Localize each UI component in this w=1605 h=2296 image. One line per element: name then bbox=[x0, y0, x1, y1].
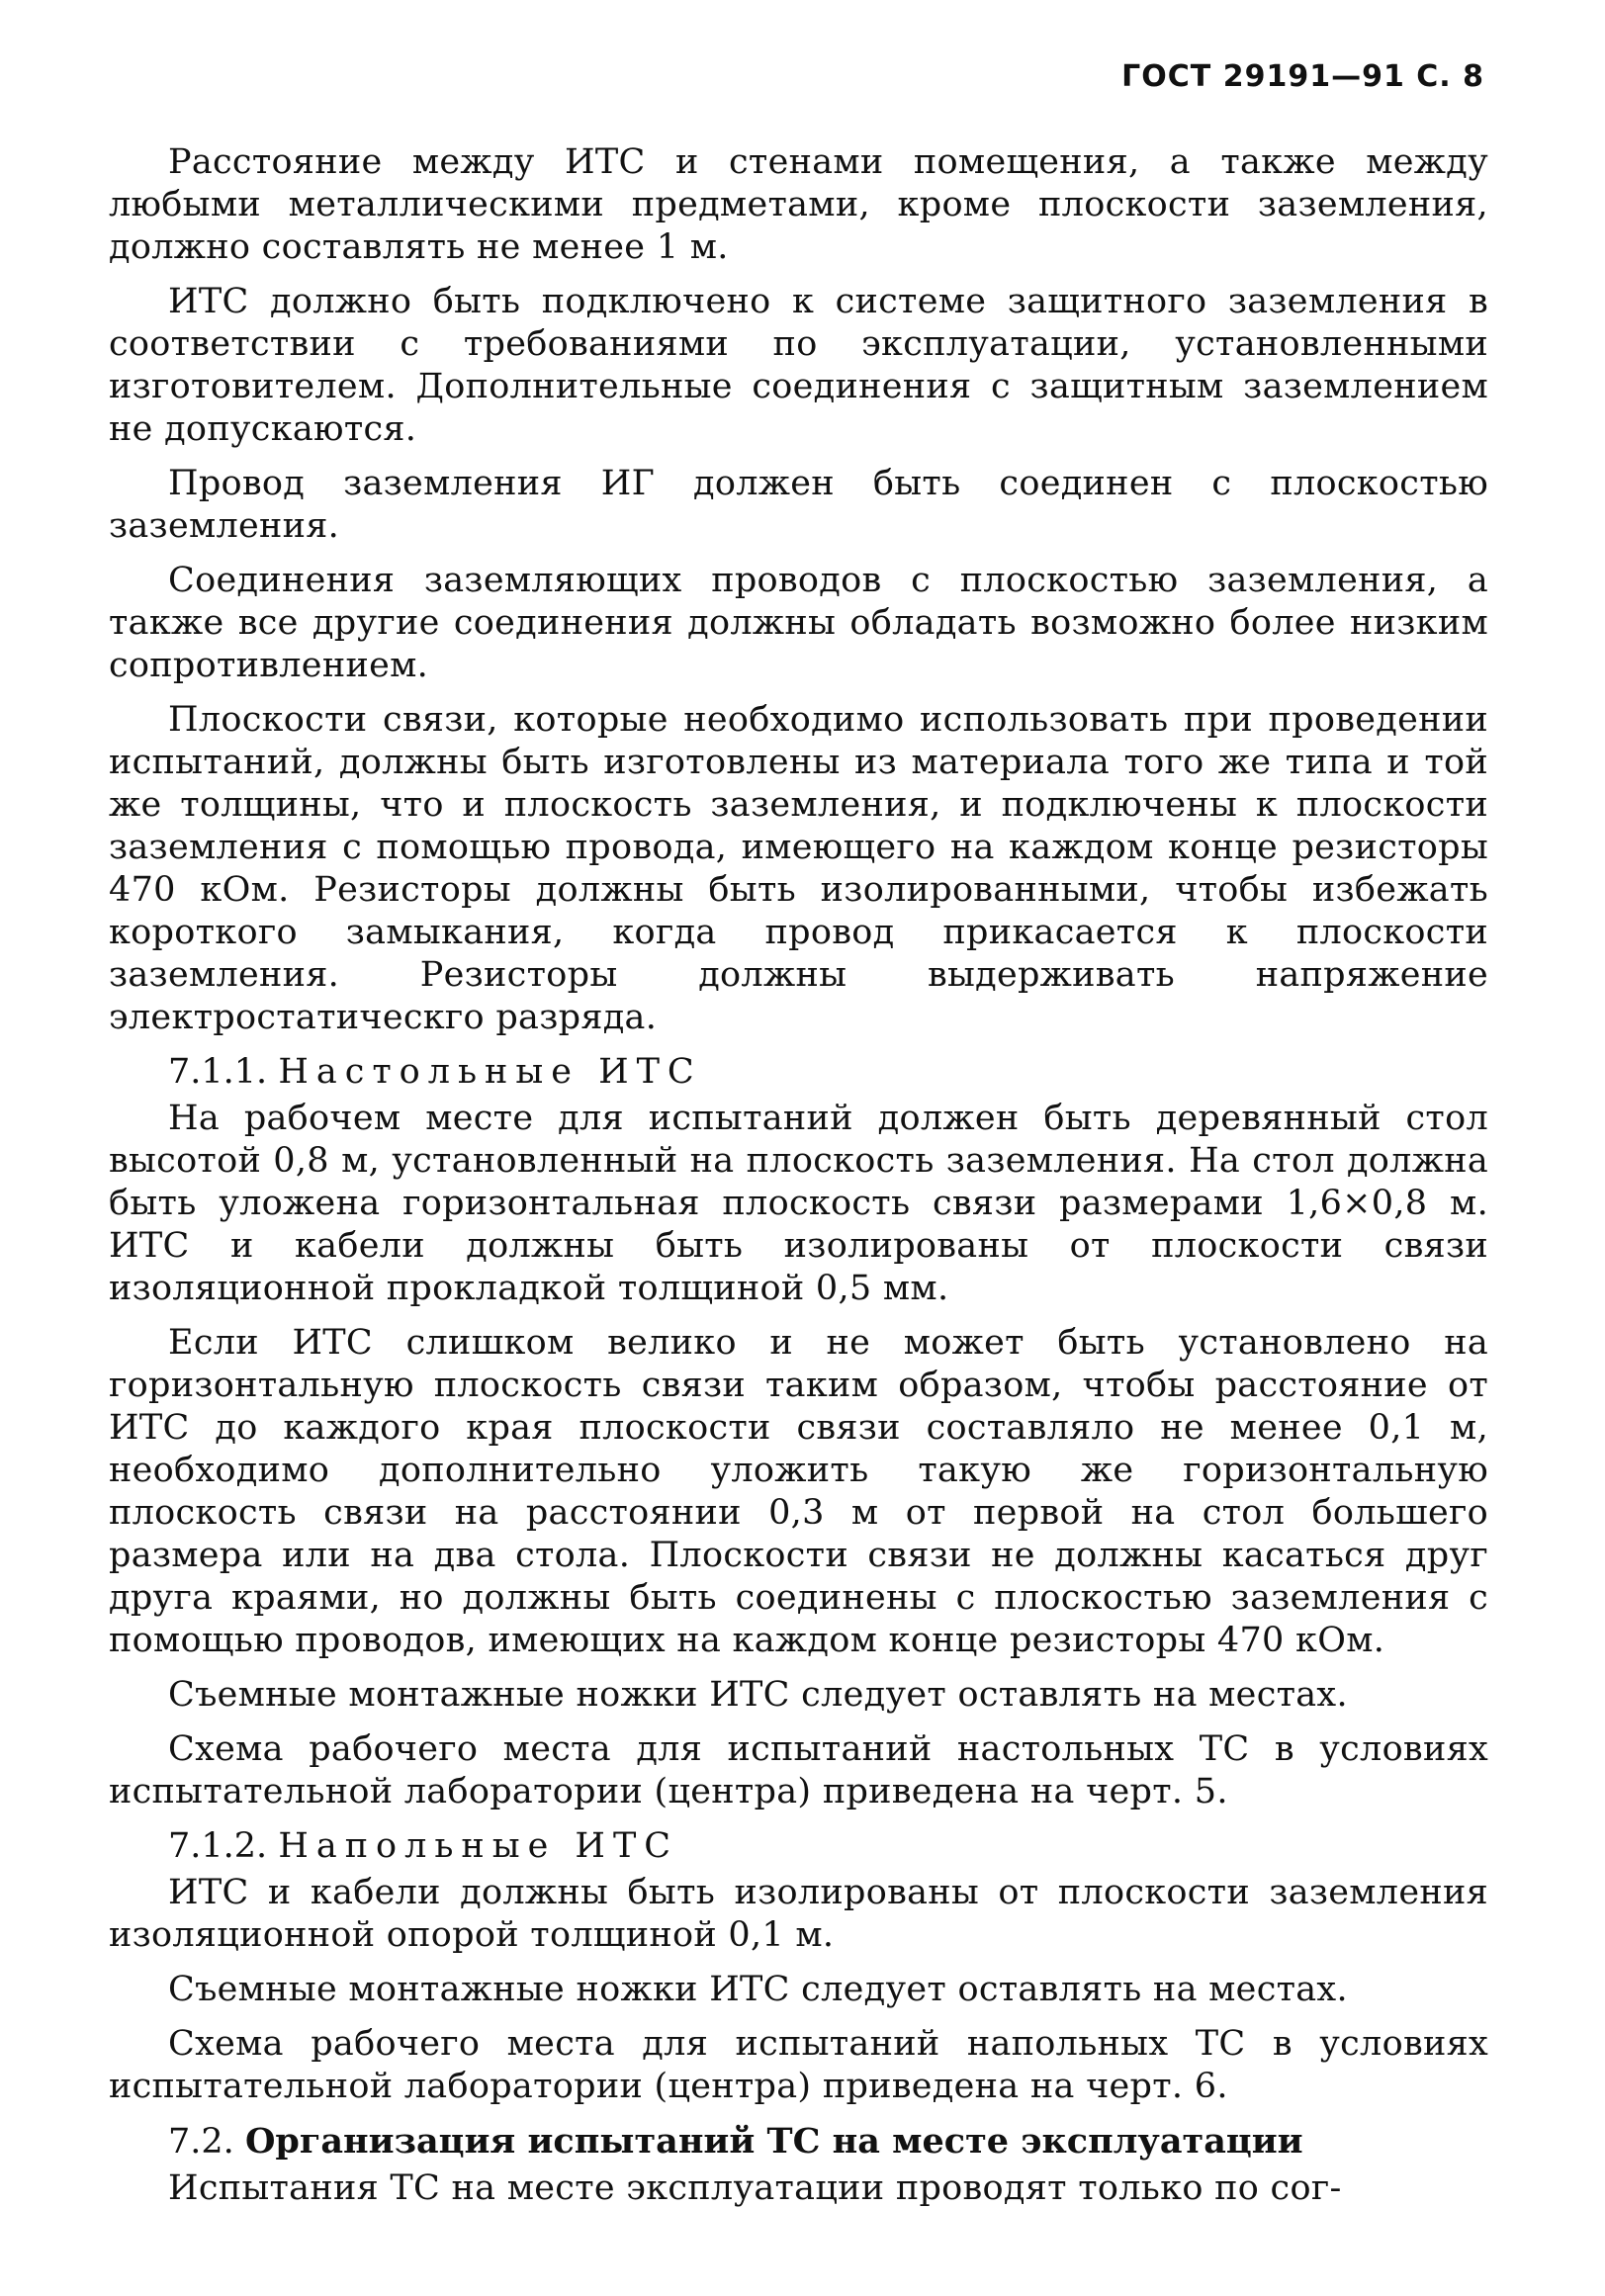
paragraph: Съемные монтажные ножки ИТС следует оставлять на местах. bbox=[168, 1675, 1348, 1715]
paragraph: ИТС должно быть подключено к системе защитного заземления в соответствии с требованиями по эксплуатации, установленными изготовителем. Дополнительные соединения с защитным заземлением не допускаются. bbox=[109, 282, 1488, 449]
paragraph: Провод заземления ИГ должен быть соединен с плоскостью заземления. bbox=[109, 464, 1488, 546]
paragraph: На рабочем месте для испытаний должен быть деревянный стол высотой 0,8 м, установленный на плоскость заземления. На стол должна быть уложена горизонтальная плоскость связи размерами 1,6×0,8 м. ИТС и кабели должны быть изолированы от плоскости связи изоляционной прокладкой толщиной 0,5 мм. bbox=[109, 1099, 1488, 1308]
paragraph: ИТС и кабели должны быть изолированы от плоскости заземления изоляционной опорой толщиной 0,1 м. bbox=[109, 1873, 1488, 1955]
paragraph: Схема рабочего места для испытаний настольных ТС в условиях испытательной лаборатории (центра) приведена на черт. 5. bbox=[109, 1729, 1488, 1811]
section-title: Организация испытаний ТС на месте эксплуатации bbox=[244, 2121, 1303, 2162]
section-title: Напольные ИТС bbox=[278, 1826, 679, 1866]
section-number: 7.1.2. bbox=[168, 1826, 268, 1866]
paragraph: Расстояние между ИТС и стенами помещения, а также между любыми металлическими предметами, кроме плоскости заземления, должно составлять не менее 1 м. bbox=[109, 142, 1488, 267]
document-page bbox=[109, 59, 1488, 2222]
paragraph: Схема рабочего места для испытаний напольных ТС в условиях испытательной лаборатории (центра) приведена на черт. 6. bbox=[109, 2024, 1488, 2106]
section-title: Настольные ИТС bbox=[278, 1052, 702, 1092]
paragraph: Испытания ТС на месте эксплуатации проводят только по сог- bbox=[168, 2168, 1342, 2208]
page-header: ГОСТ 29191—91 С. 8 bbox=[1121, 59, 1484, 94]
section-heading-7-1-1 bbox=[109, 1051, 1488, 1094]
section-heading-7-2 bbox=[109, 2120, 1488, 2164]
paragraph: Соединения заземляющих проводов с плоскостью заземления, а также все другие соединения должны обладать возможно более низким сопротивлением. bbox=[109, 561, 1488, 685]
section-number: 7.2. bbox=[168, 2122, 234, 2162]
section-number: 7.1.1. bbox=[168, 1052, 268, 1092]
paragraph: Если ИТС слишком велико и не может быть установлено на горизонтальную плоскость связи таким образом, чтобы расстояние от ИТС до каждого края плоскости связи составляло не менее 0,1 м, необходимо дополнительно уложить такую же горизонтальную плоскость связи на расстоянии 0,3 м от первой на стол большего размера или на два стола. Плоскости связи не должны касаться друг друга краями, но должны быть соединены с плоскостью заземления с помощью проводов, имеющих на каждом конце резисторы 470 кОм. bbox=[109, 1323, 1488, 1660]
section-heading-7-1-2 bbox=[109, 1825, 1488, 1868]
paragraph: Плоскости связи, которые необходимо использовать при проведении испытаний, должны быть изготовлены из материала того же типа и той же толщины, что и плоскость заземления, и подключены к плоскости заземления с помощью провода, имеющего на каждом конце резисторы 470 кОм. Резисторы должны быть изолированными, чтобы избежать короткого замыкания, когда провод прикасается к плоскости заземления. Резисторы должны выдерживать напряжение электростатическго разряда. bbox=[109, 700, 1488, 1037]
paragraph: Съемные монтажные ножки ИТС следует оставлять на местах. bbox=[168, 1970, 1348, 2009]
